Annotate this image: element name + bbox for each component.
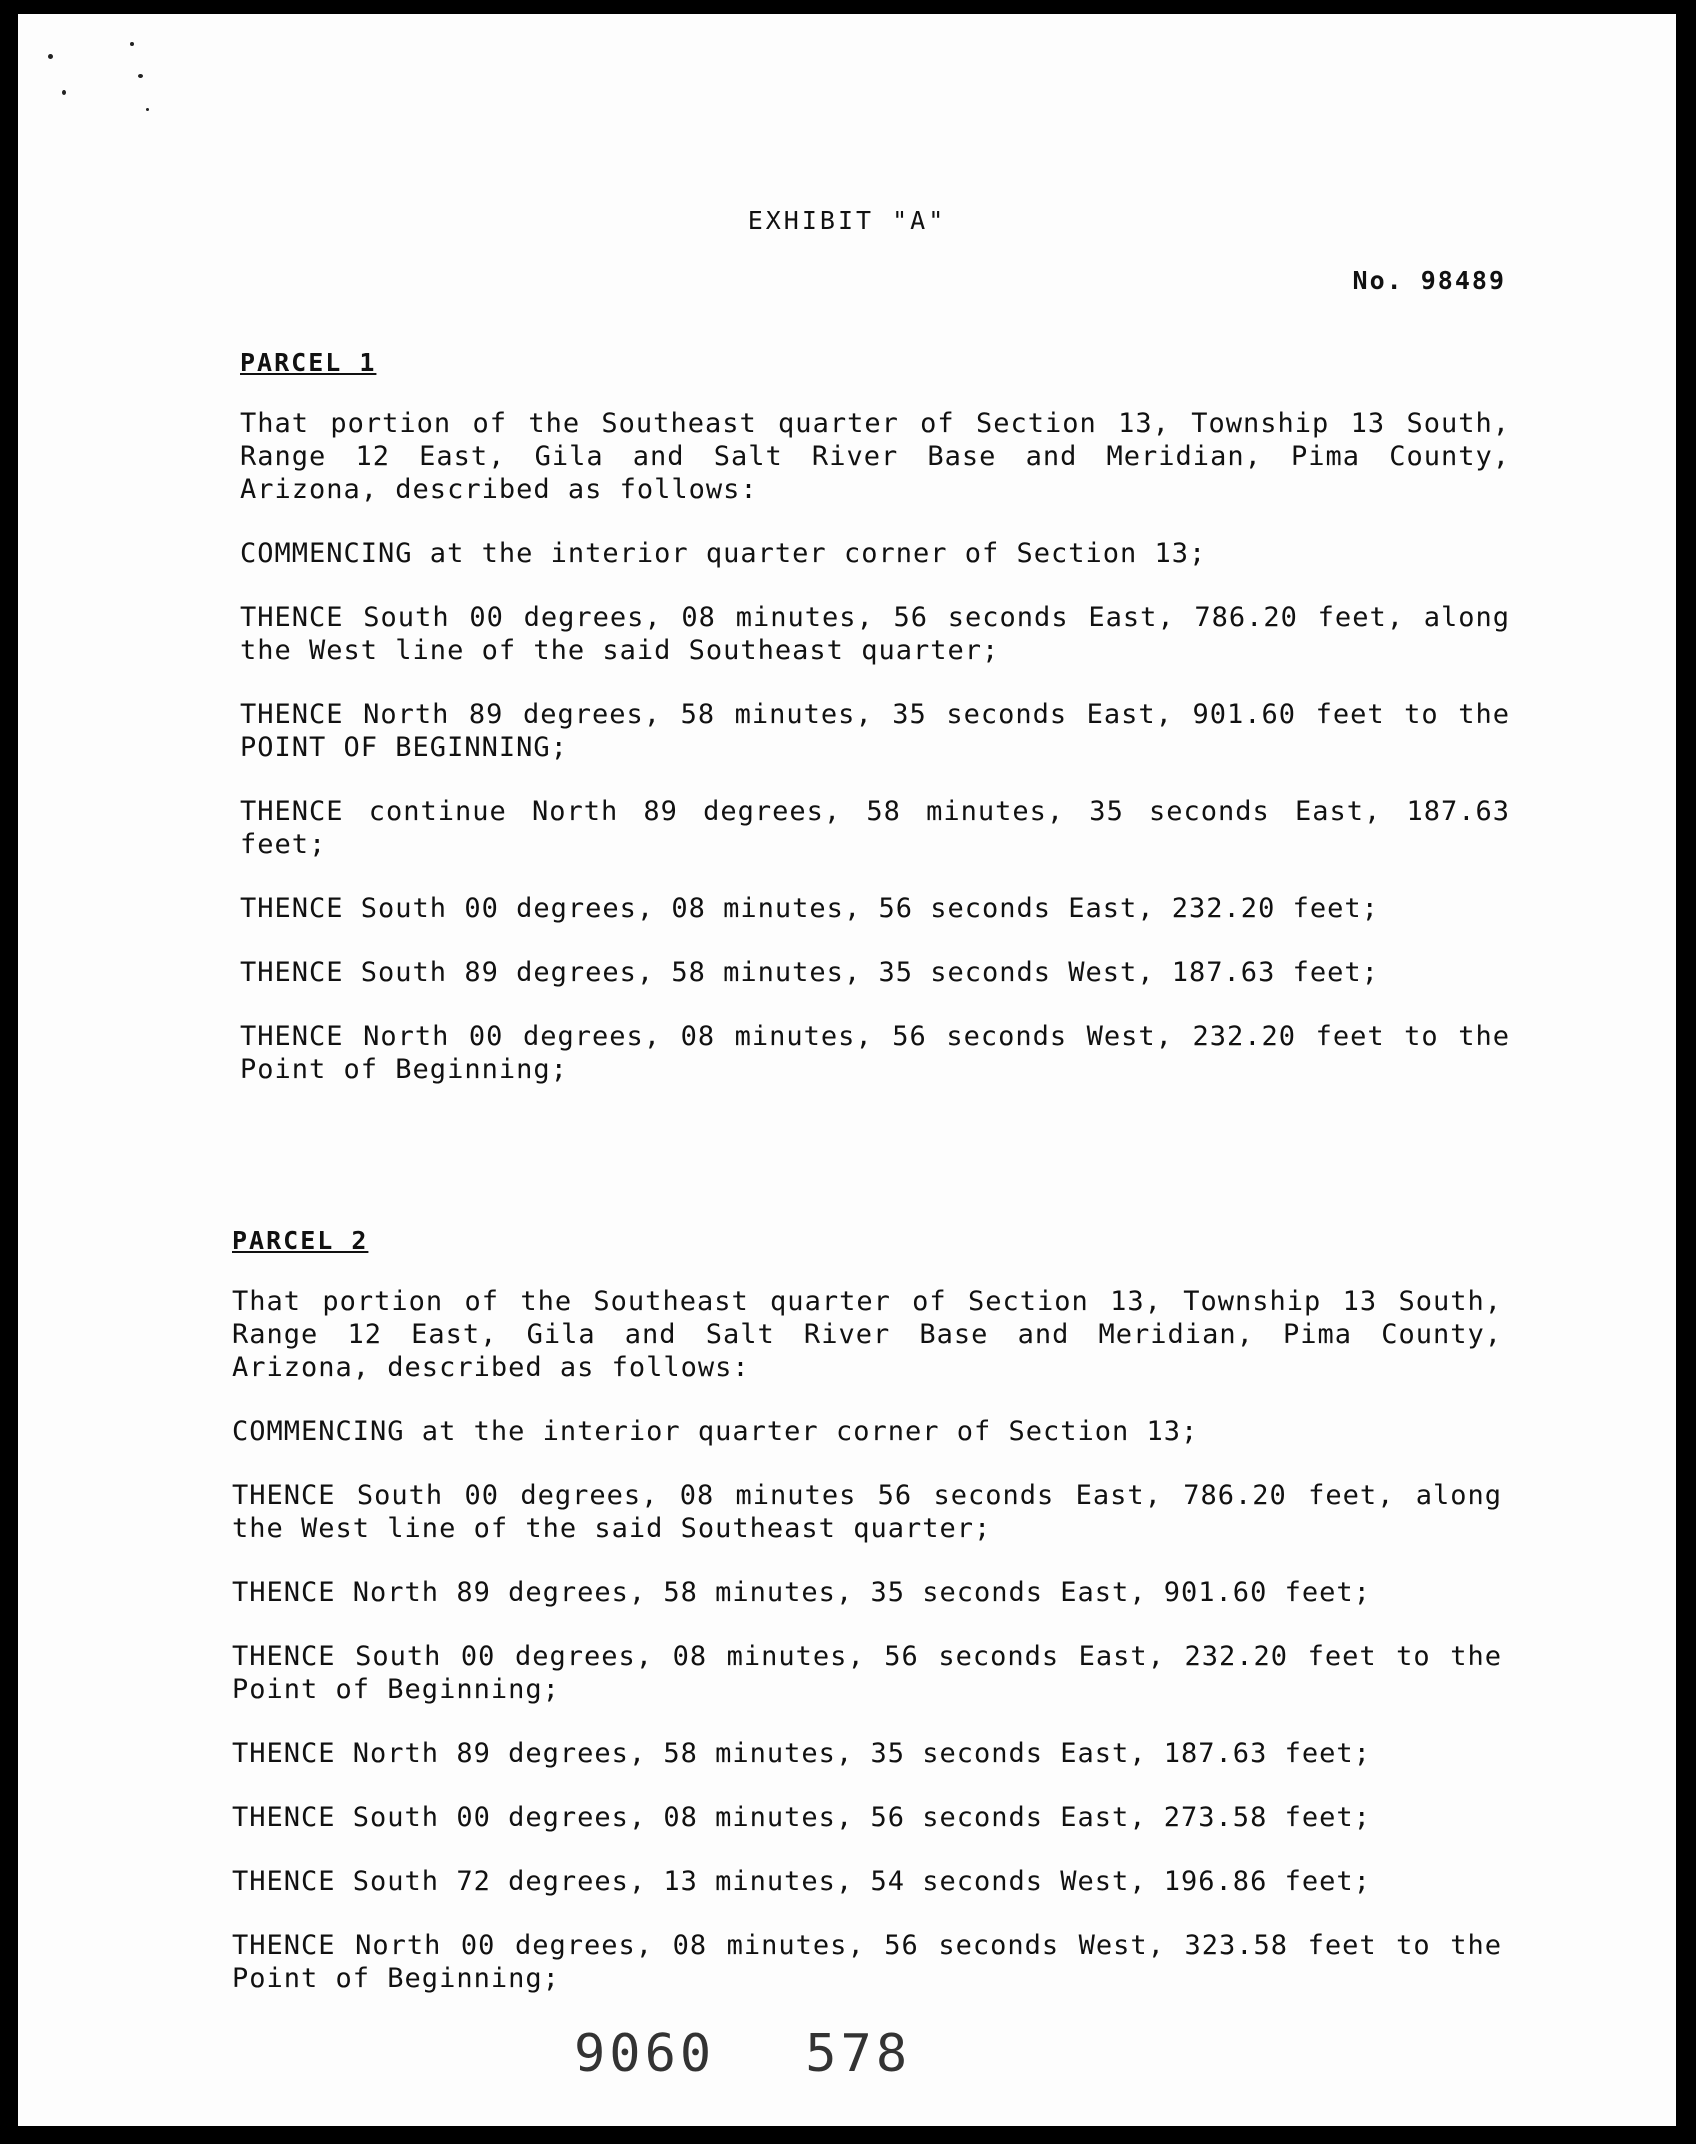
parcel-2-call-4: THENCE North 89 degrees, 58 minutes, 35 seconds East, 187.63 feet; [232,1738,1371,1769]
parcel-1-call-6: THENCE North 00 degrees, 08 minutes, 56 seconds West, 232.20 feet to the Point of Beginning; [240,1021,1510,1085]
parcel-2-description: That portion of the Southeast quarter of Section 13, Township 13 South, Range 12 East, Gila and Salt River Base and Meridian, Pima County, Arizona, described as follows: [232,1286,1502,1383]
parcel-1-commencing: COMMENCING at the interior quarter corner of Section 13; [240,538,1207,569]
parcel-1-call-1: THENCE South 00 degrees, 08 minutes, 56 seconds East, 786.20 feet, along the West line of the said Southeast quarter; [240,602,1510,666]
parcel-1-call-4: THENCE South 00 degrees, 08 minutes, 56 seconds East, 232.20 feet; [240,893,1379,924]
stamp-page: 578 [805,2024,912,2084]
parcel-2-call-1: THENCE South 00 degrees, 08 minutes 56 seconds East, 786.20 feet, along the West line of the said Southeast quarter; [232,1480,1502,1544]
parcel-2-call-6: THENCE South 72 degrees, 13 minutes, 54 seconds West, 196.86 feet; [232,1866,1371,1897]
parcel-1-section [240,348,1510,1117]
exhibit-title: EXHIBIT "A" [747,206,947,235]
parcel-2-section [232,1226,1502,2026]
scan-speck [48,54,53,59]
parcel-1-heading: PARCEL 1 [240,348,377,377]
recording-stamp [574,2024,1001,2084]
parcel-2-heading: PARCEL 2 [232,1226,369,1255]
scan-speck [138,74,143,78]
document-page [18,14,1676,2126]
scan-speck [62,90,66,95]
parcel-2-commencing: COMMENCING at the interior quarter corner of Section 13; [232,1416,1199,1447]
parcel-1-call-5: THENCE South 89 degrees, 58 minutes, 35 seconds West, 187.63 feet; [240,957,1379,988]
document-number: No. 98489 [1352,266,1506,295]
parcel-1-description: That portion of the Southeast quarter of Section 13, Township 13 South, Range 12 East, Gila and Salt River Base and Meridian, Pima County, Arizona, described as follows: [240,408,1510,505]
scan-speck [146,108,149,111]
parcel-2-call-2: THENCE North 89 degrees, 58 minutes, 35 seconds East, 901.60 feet; [232,1577,1371,1608]
stamp-docket: 9060 [574,2024,716,2084]
parcel-1-call-3: THENCE continue North 89 degrees, 58 minutes, 35 seconds East, 187.63 feet; [240,796,1510,860]
scan-speck [130,42,134,46]
parcel-1-call-2: THENCE North 89 degrees, 58 minutes, 35 seconds East, 901.60 feet to the POINT OF BEGINNING; [240,699,1510,763]
parcel-2-call-7: THENCE North 00 degrees, 08 minutes, 56 seconds West, 323.58 feet to the Point of Beginning; [232,1930,1502,1994]
parcel-2-call-5: THENCE South 00 degrees, 08 minutes, 56 seconds East, 273.58 feet; [232,1802,1371,1833]
parcel-2-call-3: THENCE South 00 degrees, 08 minutes, 56 seconds East, 232.20 feet to the Point of Beginning; [232,1641,1502,1705]
